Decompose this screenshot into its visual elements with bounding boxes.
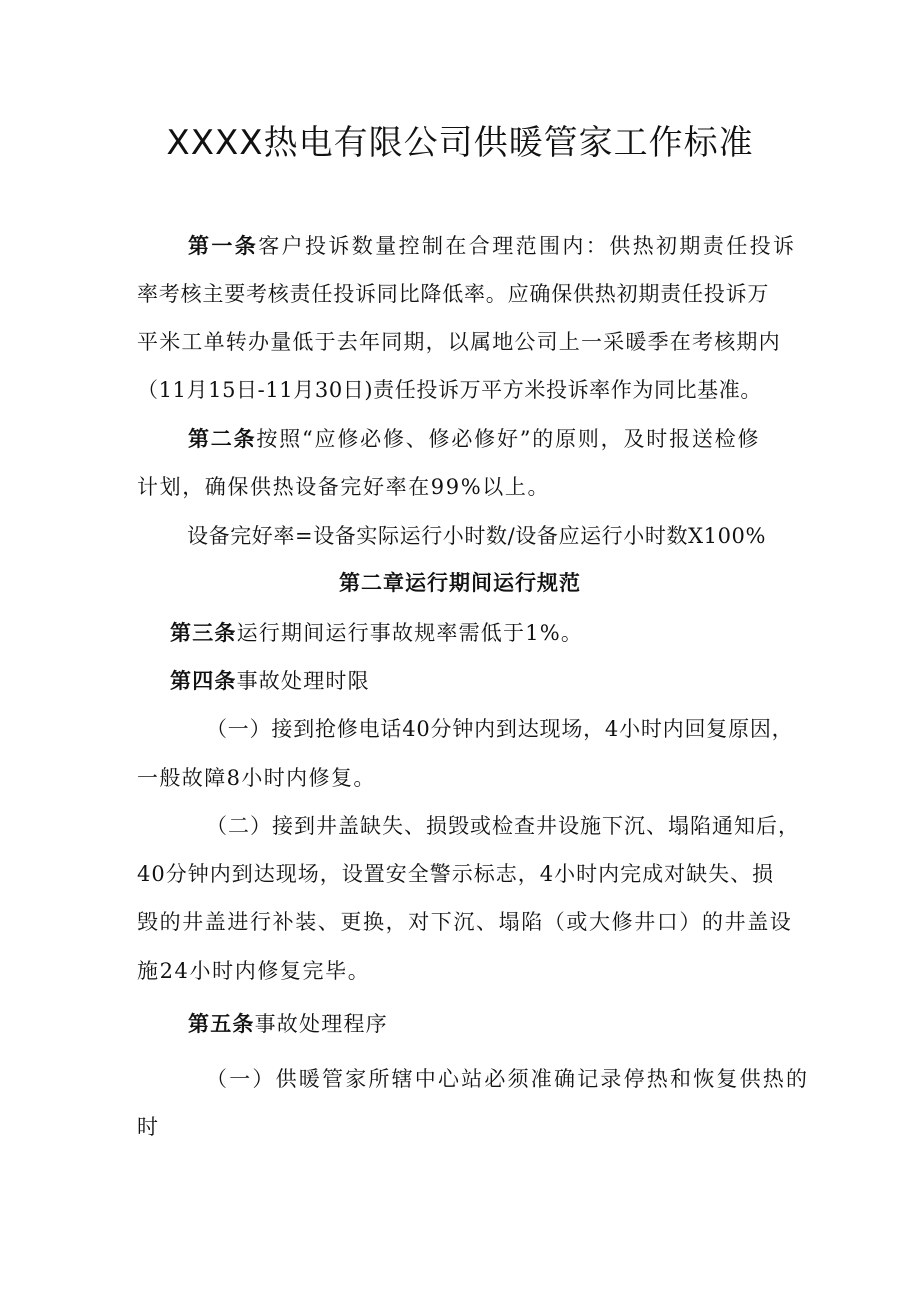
article-5-line [188, 1008, 388, 1040]
article-4-label: 第四条 [170, 668, 237, 693]
article-4-item-2-line-3: 毁的井盖进行补装、更换，对下沉、塌陷（或大修井口）的井盖设 [137, 910, 793, 934]
article-4-item-2-line-2: 40分钟内到达现场，设置安全警示标志，4小时内完成对缺失、损 [137, 862, 775, 886]
article-2-line-2: 计划，确保供热设备完好率在99%以上。 [137, 475, 551, 499]
article-5-label: 第五条 [188, 1011, 255, 1036]
article-5-text: 事故处理程序 [254, 1012, 388, 1036]
article-2-label: 第二条 [188, 426, 257, 451]
article-1-label: 第一条 [188, 233, 259, 258]
article-5-item-1-line-1: （一）供暖管家所辖中心站必须准确记录停热和恢复供热的 [206, 1067, 810, 1091]
article-4-text: 事故处理时限 [236, 669, 370, 693]
article-4-item-1-line-1: （一）接到抢修电话40分钟内到达现场，4小时内回复原因， [206, 717, 794, 741]
article-2-formula: 设备完好率=设备实际运行小时数/设备应运行小时数X100% [187, 524, 767, 548]
article-2-line-1 [188, 423, 760, 455]
document-title: XXXX热电有限公司供暖管家工作标准 [166, 123, 754, 163]
chapter-2-heading: 第二章运行期间运行规范 [339, 570, 581, 595]
article-1-line-2: 率考核主要考核责任投诉同比降低率。应确保供热初期责任投诉万 [137, 282, 770, 306]
article-4-item-2-line-1: （二）接到井盖缺失、损毁或检查井设施下沉、塌陷通知后， [206, 814, 800, 838]
article-3-label: 第三条 [170, 620, 237, 645]
article-3-text: 运行期间运行事故规率需低于1%。 [236, 621, 584, 645]
article-1-line-1 [188, 230, 796, 262]
article-4-line [170, 665, 370, 697]
article-2-text-1: 按照“应修必修、修必修好”的原则，及时报送检修 [256, 427, 761, 451]
article-4-item-1-line-2: 一般故障8小时内修复。 [137, 766, 376, 790]
article-1-line-3: 平米工单转办量低于去年同期，以属地公司上一采暖季在考核期内 [137, 330, 781, 354]
article-5-item-1-line-2: 时 [137, 1115, 160, 1139]
article-3-line [170, 617, 583, 649]
article-4-item-2-line-4: 施24小时内修复完毕。 [137, 959, 371, 983]
article-1-line-4: （11月15日-11月30日)责任投诉万平方米投诉率作为同比基准。 [137, 378, 762, 402]
article-1-text-1: 客户投诉数量控制在合理范围内：供热初期责任投诉 [258, 234, 797, 258]
